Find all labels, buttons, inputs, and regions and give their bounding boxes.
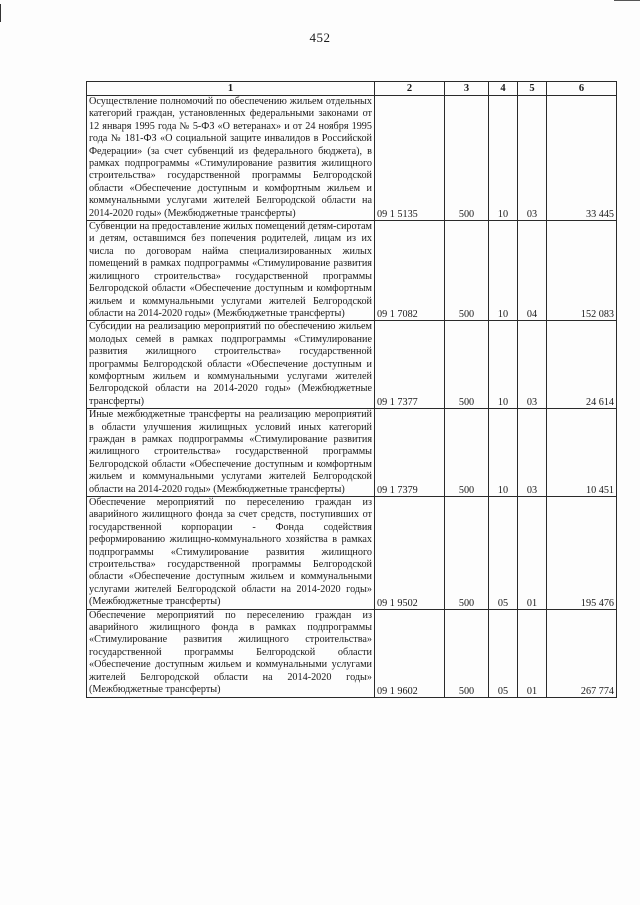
row-section: 10 <box>489 321 518 409</box>
row-subsection: 01 <box>518 497 547 610</box>
table-header-row <box>87 82 617 96</box>
header-col-3: 3 <box>445 82 489 96</box>
row-amount: 152 083 <box>547 221 617 321</box>
header-col-5: 5 <box>518 82 547 96</box>
row-subsection: 01 <box>518 609 547 697</box>
row-target-code: 09 1 9502 <box>375 497 445 610</box>
row-expense-type: 500 <box>445 221 489 321</box>
row-description: Субсидии на реализацию мероприятий по обеспечению жильем молодых семей в рамках подпрограммы «Стимулирование развития жилищного строительства» государственной программы Белгородской области «Обеспечение доступным и комфортным жильем и коммунальными услугами жителей Белгородской области на 2014-2020 годы» (Межбюджетные трансферты) <box>87 321 375 409</box>
table-row <box>87 321 617 409</box>
row-expense-type: 500 <box>445 609 489 697</box>
row-description: Обеспечение мероприятий по переселению граждан из аварийного жилищного фонда в рамках подпрограммы «Стимулирование развития жилищного строительства» государственной программы Белгородской области «Обеспечение доступным жильем и коммунальными услугами жителей Белгородской области на 2014-2020 годы» (Межбюджетные трансферты) <box>87 609 375 697</box>
table-row <box>87 96 617 221</box>
row-target-code: 09 1 7082 <box>375 221 445 321</box>
table-row <box>87 497 617 610</box>
scan-edge-mark <box>0 4 1 22</box>
row-expense-type: 500 <box>445 497 489 610</box>
row-expense-type: 500 <box>445 96 489 221</box>
row-section: 10 <box>489 221 518 321</box>
row-section: 10 <box>489 409 518 497</box>
row-amount: 24 614 <box>547 321 617 409</box>
row-expense-type: 500 <box>445 321 489 409</box>
row-description: Осуществление полномочий по обеспечению жильем отдельных категорий граждан, установленных федеральными законами от 12 января 1995 года № 5-ФЗ «О ветеранах» и от 24 ноября 1995 года № 181-ФЗ «О социальной защите инвалидов в Российской Федерации» (за счет субвенций из федерального бюджета), в рамках подпрограммы «Стимулирование развития жилищного строительства» государственной программы Белгородской области «Обеспечение доступным и комфортным жильем и коммунальными услугами жителей Белгородской области на 2014-2020 годы» (Межбюджетные трансферты) <box>87 96 375 221</box>
row-section: 05 <box>489 497 518 610</box>
row-subsection: 03 <box>518 321 547 409</box>
row-subsection: 03 <box>518 96 547 221</box>
row-target-code: 09 1 7379 <box>375 409 445 497</box>
page-number: 452 <box>309 30 331 45</box>
row-subsection: 03 <box>518 409 547 497</box>
header-col-6: 6 <box>547 82 617 96</box>
header-col-1: 1 <box>87 82 375 96</box>
row-amount: 10 451 <box>547 409 617 497</box>
budget-table <box>86 81 617 698</box>
row-target-code: 09 1 9602 <box>375 609 445 697</box>
table-row <box>87 609 617 697</box>
row-amount: 267 774 <box>547 609 617 697</box>
row-description: Субвенции на предоставление жилых помещений детям-сиротам и детям, оставшимся без попечения родителей, лицам из их числа по договорам найма специализированных жилых помещений в рамках подпрограммы «Стимулирование развития жилищного строительства» государственной программы Белгородской области «Обеспечение доступным и комфортным жильем и коммунальными услугами жителей Белгородской области на 2014-2020 годы» (Межбюджетные трансферты) <box>87 221 375 321</box>
row-section: 10 <box>489 96 518 221</box>
row-subsection: 04 <box>518 221 547 321</box>
row-amount: 33 445 <box>547 96 617 221</box>
row-description: Обеспечение мероприятий по переселению граждан из аварийного жилищного фонда за счет средств, поступивших от государственной корпорации - Фонда содействия реформированию жилищно-коммунального хозяйства в рамках подпрограммы «Стимулирование развития жилищного строительства» государственной программы Белгородской области «Обеспечение доступным жильем и коммунальными услугами жителей Белгородской области на 2014-2020 годы» (Межбюджетные трансферты) <box>87 497 375 610</box>
table-row <box>87 221 617 321</box>
table-row <box>87 409 617 497</box>
header-col-2: 2 <box>375 82 445 96</box>
row-amount: 195 476 <box>547 497 617 610</box>
row-target-code: 09 1 5135 <box>375 96 445 221</box>
row-target-code: 09 1 7377 <box>375 321 445 409</box>
row-description: Иные межбюджетные трансферты на реализацию мероприятий в области улучшения жилищных условий иных категорий граждан в рамках подпрограммы «Стимулирование развития жилищного строительства» государственной программы Белгородской области «Обеспечение доступным и комфортным жильем и коммунальными услугами жителей Белгородской области на 2014-2020 годы» (Межбюджетные трансферты) <box>87 409 375 497</box>
header-col-4: 4 <box>489 82 518 96</box>
row-section: 05 <box>489 609 518 697</box>
scan-corner-mark <box>614 0 640 1</box>
row-expense-type: 500 <box>445 409 489 497</box>
